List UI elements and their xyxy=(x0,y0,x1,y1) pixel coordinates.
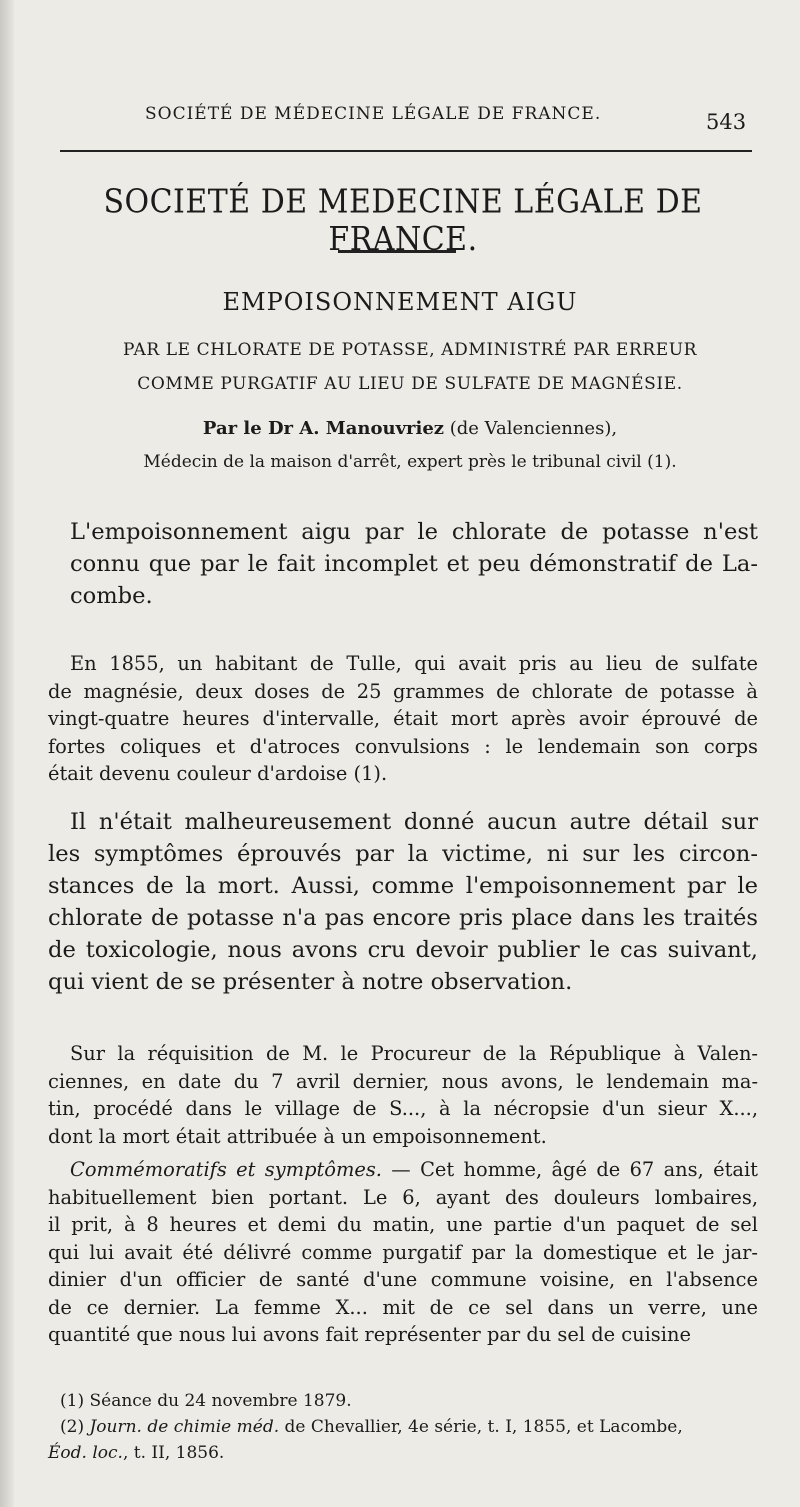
footnote-1: (1) Séance du 24 novembre 1879. xyxy=(60,1391,352,1411)
author-place: (de Valenciennes), xyxy=(444,418,618,439)
text-line: tin, procédé dans le village de S..., à la nécropsie d'un sieur X..., xyxy=(48,1097,758,1120)
footnote-2-text: de Chevallier, 4e série, t. I, 1855, et Lacombe, xyxy=(279,1417,683,1437)
text-line: de toxicologie, nous avons cru devoir publier le cas suivant, xyxy=(48,937,758,963)
author-affiliation: Médecin de la maison d'arrêt, expert près le tribunal civil (1). xyxy=(143,452,677,472)
footnote-2-number: (2) xyxy=(60,1417,90,1437)
header-rule xyxy=(60,150,752,152)
society-title: SOCIETÉ DE MEDECINE LÉGALE DE FRANCE. xyxy=(103,183,703,259)
text-line: connu que par le fait incomplet et peu démonstratif de La- xyxy=(70,551,758,577)
text-line: dinier d'un officier de santé d'une commune voisine, en l'absence xyxy=(48,1268,758,1291)
article-author xyxy=(60,418,760,439)
text-line: les symptômes éprouvés par la victime, ni sur les circon- xyxy=(48,841,758,867)
text-line: de magnésie, deux doses de 25 grammes de chlorate de potasse à xyxy=(48,679,758,703)
footnote-2 xyxy=(60,1414,760,1440)
footnote-2-volume: , t. II, 1856. xyxy=(122,1443,225,1463)
footnote-2-continued xyxy=(48,1440,760,1466)
text-line: habituellement bien portant. Le 6, ayant des douleurs lombaires, xyxy=(48,1185,758,1209)
text-fragment: — Cet homme, âgé de 67 ans, était xyxy=(381,1158,758,1181)
article-subtitle-line-2: COMME PURGATIF AU LIEU DE SULFATE DE MAGNÉSIE. xyxy=(137,374,683,394)
title-divider xyxy=(338,250,456,253)
footnotes xyxy=(48,1388,760,1466)
paragraph-tulle-case xyxy=(48,650,758,788)
page-edge-shadow xyxy=(0,0,14,1507)
text-line: stances de la mort. Aussi, comme l'empoisonnement par le xyxy=(48,873,758,899)
paragraph-symptoms xyxy=(48,1156,758,1349)
text-line: chlorate de potasse n'a pas encore pris place dans les traités xyxy=(48,905,758,931)
text-line: qui vient de se présenter à notre observation. xyxy=(48,969,573,995)
footnote-2-reference: Éod. loc. xyxy=(48,1443,123,1463)
text-line xyxy=(48,1156,758,1184)
author-name: Par le Dr A. Manouvriez xyxy=(202,418,445,439)
paragraph-motivation xyxy=(48,806,758,998)
text-line: fortes coliques et d'atroces convulsions : le lendemain son corps xyxy=(48,734,758,758)
footnote-2-journal: Journ. de chimie méd. xyxy=(89,1417,280,1437)
article-title: EMPOISONNEMENT AIGU xyxy=(222,288,578,316)
text-line: vingt-quatre heures d'intervalle, était mort après avoir éprouvé de xyxy=(48,707,758,730)
running-header: SOCIÉTÉ DE MÉDECINE LÉGALE DE FRANCE. xyxy=(145,104,602,124)
section-lead: Commémoratifs et symptômes. xyxy=(70,1158,382,1181)
text-line: combe. xyxy=(70,583,153,609)
text-line: L'empoisonnement aigu par le chlorate de potasse n'est xyxy=(70,519,758,545)
text-line: ciennes, en date du 7 avril dernier, nous avons, le lendemain ma- xyxy=(48,1069,758,1093)
text-line: qui lui avait été délivré comme purgatif par la domestique et le jar- xyxy=(48,1240,758,1264)
article-subtitle-line-1: PAR LE CHLORATE DE POTASSE, ADMINISTRÉ PAR ERREUR xyxy=(122,340,698,360)
text-line: Il n'était malheureusement donné aucun autre détail sur xyxy=(70,809,758,835)
paragraph-requisition xyxy=(48,1040,758,1150)
text-line: de ce dernier. La femme X... mit de ce sel dans un verre, une xyxy=(48,1295,758,1319)
text-line: Sur la réquisition de M. le Procureur de la République à Valen- xyxy=(70,1042,758,1065)
text-line: était devenu couleur d'ardoise (1). xyxy=(48,762,388,785)
text-line: En 1855, un habitant de Tulle, qui avait pris au lieu de sulfate xyxy=(70,652,758,675)
paragraph-intro xyxy=(70,516,758,612)
text-line: quantité que nous lui avons fait représenter par du sel de cuisine xyxy=(48,1323,691,1346)
page-number: 543 xyxy=(706,110,747,134)
text-line: dont la mort était attribuée à un empoisonnement. xyxy=(48,1124,547,1148)
text-line: il prit, à 8 heures et demi du matin, une partie d'un paquet de sel xyxy=(48,1213,758,1236)
